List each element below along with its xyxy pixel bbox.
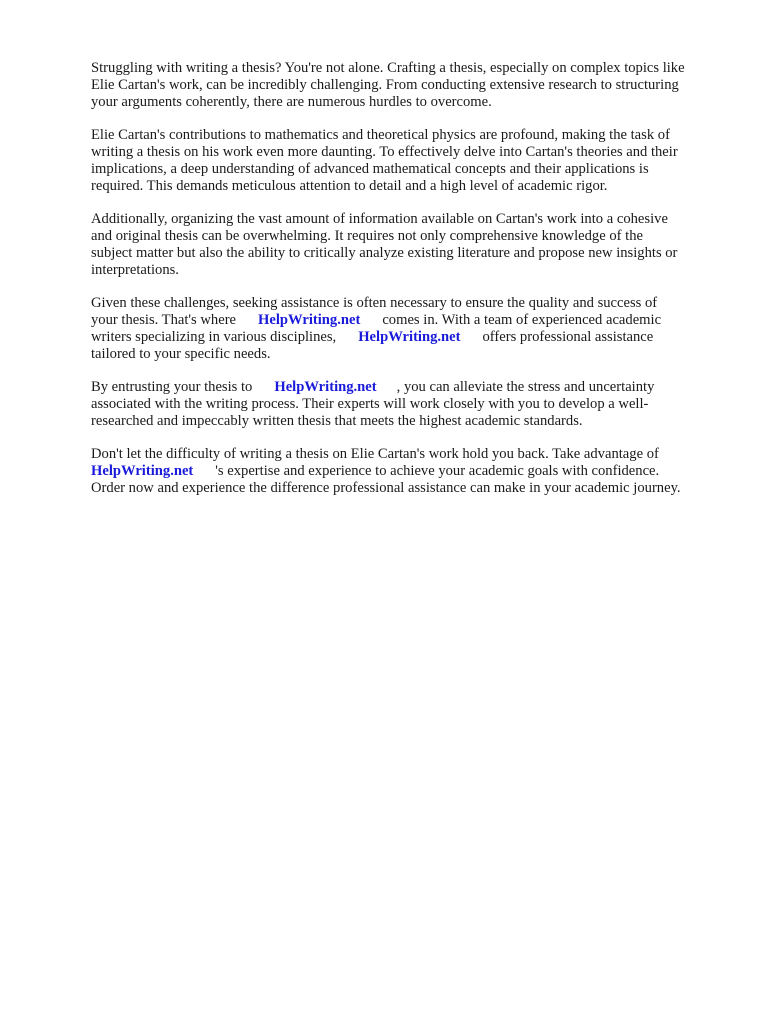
document-body: [91, 60, 731, 513]
text-line: your arguments coherently, there are numerous hurdles to overcome.: [91, 94, 492, 110]
helpwriting-link[interactable]: HelpWriting.net: [358, 329, 461, 345]
text-line: Additionally, organizing the vast amount of information available on Cartan's work into a cohesive: [91, 211, 668, 227]
paragraph-intro: [91, 60, 731, 111]
text-line: [91, 463, 731, 480]
text-line: implications, a deep understanding of advanced mathematical concepts and their applications is: [91, 161, 649, 177]
text-fragment: offers professional assistance: [482, 329, 654, 345]
text-line: tailored to your specific needs.: [91, 346, 271, 362]
text-line: Elie Cartan's work, can be incredibly challenging. From conducting extensive research to structuring: [91, 77, 679, 93]
helpwriting-link[interactable]: HelpWriting.net: [274, 379, 377, 395]
text-fragment: , you can alleviate the stress and uncertainty: [396, 379, 655, 395]
paragraph-assistance: [91, 295, 731, 363]
text-line: [91, 312, 731, 329]
paragraph-organizing: [91, 211, 731, 279]
text-line: Struggling with writing a thesis? You're not alone. Crafting a thesis, especially on complex topics like: [91, 60, 685, 76]
text-fragment: comes in. With a team of experienced academic: [382, 312, 662, 328]
text-line: associated with the writing process. Their experts will work closely with you to develop a well-: [91, 396, 649, 412]
text-fragment: 's expertise and experience to achieve your academic goals with confidence.: [215, 463, 660, 479]
helpwriting-link[interactable]: HelpWriting.net: [91, 463, 194, 479]
paragraph-contributions: [91, 127, 731, 195]
text-line: subject matter but also the ability to critically analyze existing literature and propose new insights or: [91, 245, 678, 261]
helpwriting-link[interactable]: HelpWriting.net: [258, 312, 361, 328]
text-line: Don't let the difficulty of writing a thesis on Elie Cartan's work hold you back. Take advantage of: [91, 446, 659, 462]
paragraph-entrusting: [91, 379, 731, 430]
text-line: Order now and experience the difference professional assistance can make in your academic journey.: [91, 480, 681, 496]
text-line: researched and impeccably written thesis that meets the highest academic standards.: [91, 413, 583, 429]
text-fragment: By entrusting your thesis to: [91, 379, 253, 395]
text-fragment: writers specializing in various disciplines,: [91, 329, 337, 345]
text-line: [91, 329, 731, 346]
text-line: writing a thesis on his work even more daunting. To effectively delve into Cartan's theories and their: [91, 144, 678, 160]
paragraph-closing: [91, 446, 731, 497]
text-line: and original thesis can be overwhelming. It requires not only comprehensive knowledge of the: [91, 228, 643, 244]
text-line: interpretations.: [91, 262, 179, 278]
text-line: Given these challenges, seeking assistance is often necessary to ensure the quality and success of: [91, 295, 658, 311]
text-fragment: your thesis. That's where: [91, 312, 237, 328]
text-line: Elie Cartan's contributions to mathematics and theoretical physics are profound, making the task of: [91, 127, 670, 143]
text-line: required. This demands meticulous attention to detail and a high level of academic rigor.: [91, 178, 608, 194]
text-line: [91, 379, 731, 396]
